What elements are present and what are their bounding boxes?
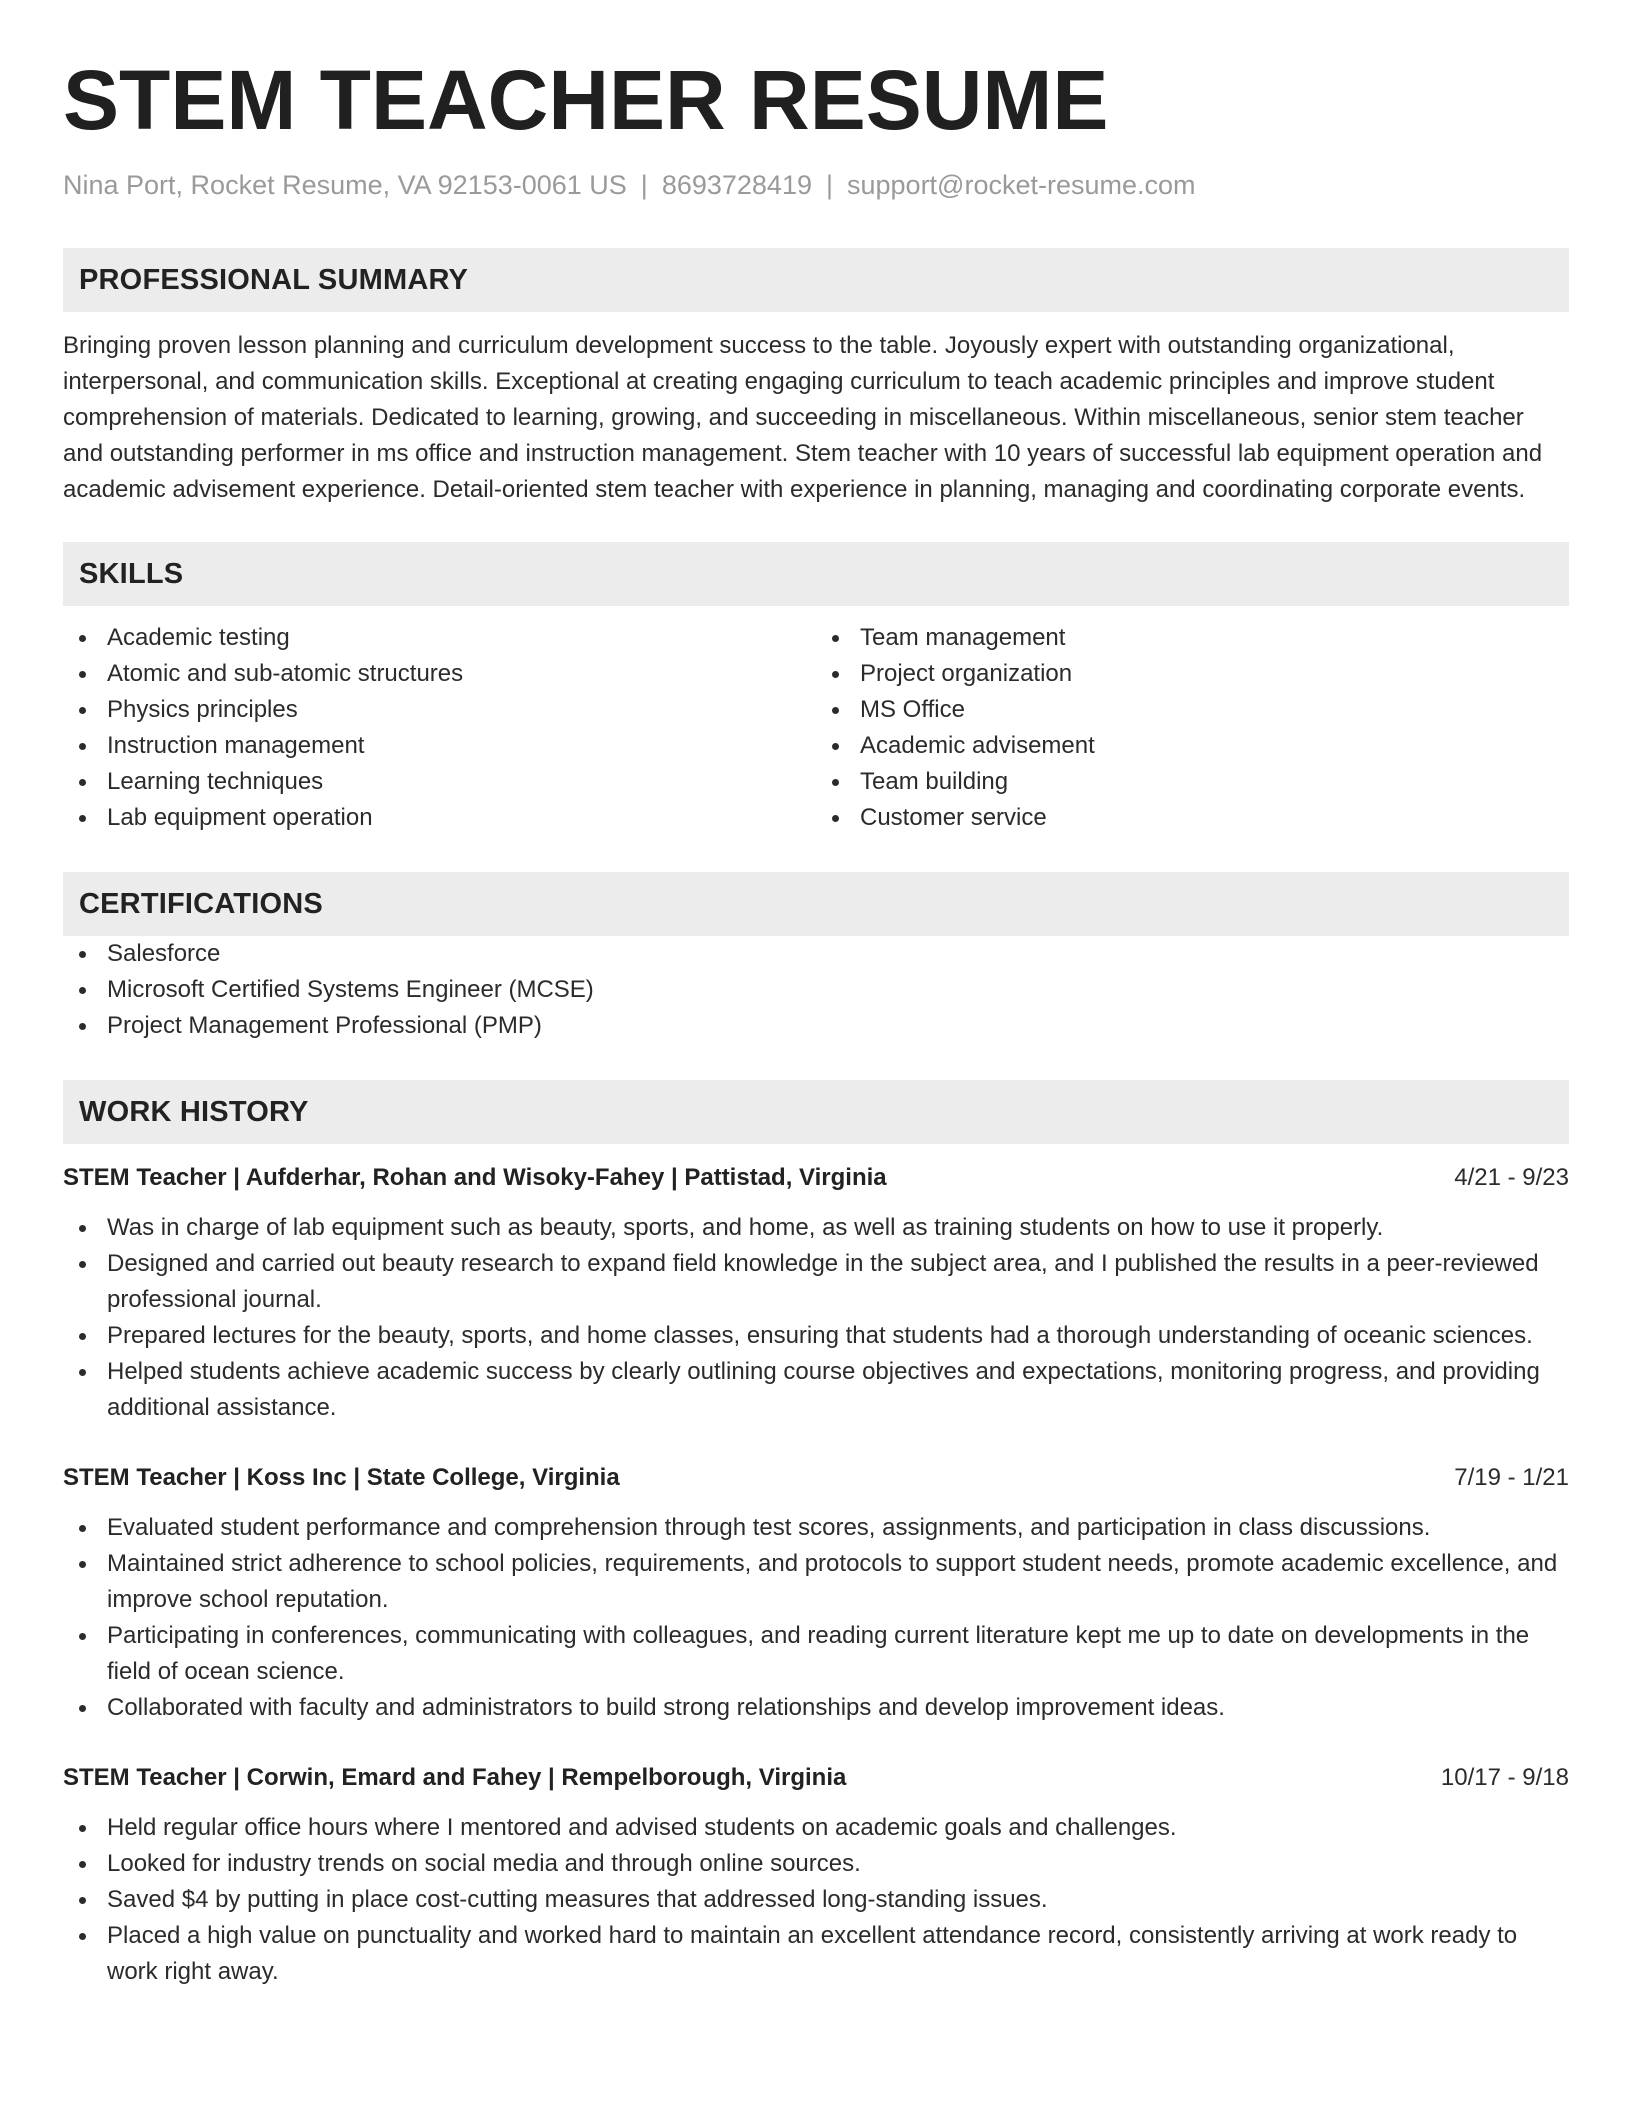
skills-list-right xyxy=(816,620,1569,836)
job-bullet: Evaluated student performance and comprehension through test scores, assignments, and participation in class discussions. xyxy=(63,1510,1569,1546)
summary-heading: PROFESSIONAL SUMMARY xyxy=(79,263,469,296)
summary-text: Bringing proven lesson planning and curriculum development success to the table. Joyously expert with outstanding organizational, interpersonal, and communication skills. Exceptional at creating engaging curriculum to teach academic principles and improve student comprehension of materials. Dedicated to learning, growing, and succeeding in miscellaneous. Within miscellaneous, senior stem teacher and outstanding performer in ms office and instruction management. Stem teacher with 10 years of successful lab equipment operation and academic advisement experience. Detail-oriented stem teacher with experience in planning, managing and coordinating corporate events. xyxy=(63,332,1543,503)
contact-separator: | xyxy=(825,170,833,200)
certification-item: Salesforce xyxy=(63,936,1569,972)
skill-item: Project organization xyxy=(816,656,1569,692)
job-bullet: Placed a high value on punctuality and worked hard to maintain an excellent attendance record, consistently arriving at work ready to work right away. xyxy=(63,1918,1569,1990)
work-history-section-header xyxy=(63,1080,1569,1144)
skill-item: Lab equipment operation xyxy=(63,800,816,836)
job-bullet: Designed and carried out beauty research to expand field knowledge in the subject area, and I published the results in a peer-reviewed professional journal. xyxy=(63,1246,1569,1318)
job-bullet: Participating in conferences, communicating with colleagues, and reading current literature kept me up to date on developments in the field of ocean science. xyxy=(63,1618,1569,1690)
certification-item: Microsoft Certified Systems Engineer (MCSE) xyxy=(63,972,1569,1008)
job-title: STEM Teacher | Aufderhar, Rohan and Wisoky-Fahey | Pattistad, Virginia xyxy=(63,1164,887,1191)
job-bullet: Collaborated with faculty and administrators to build strong relationships and develop improvement ideas. xyxy=(63,1690,1569,1726)
job-title: STEM Teacher | Koss Inc | State College, Virginia xyxy=(63,1464,620,1491)
skills-column-right xyxy=(816,620,1569,836)
work-history-heading: WORK HISTORY xyxy=(79,1095,309,1128)
job-bullet: Was in charge of lab equipment such as beauty, sports, and home, as well as training students on how to use it properly. xyxy=(63,1210,1569,1246)
certifications-list xyxy=(63,936,1569,1044)
job-bullet: Looked for industry trends on social media and through online sources. xyxy=(63,1846,1569,1882)
skill-item: Team building xyxy=(816,764,1569,800)
job-entry xyxy=(63,1760,1569,1990)
skill-item: Team management xyxy=(816,620,1569,656)
contact-address: Nina Port, Rocket Resume, VA 92153-0061 US xyxy=(63,170,627,200)
contact-line xyxy=(63,168,1569,202)
job-header xyxy=(63,1160,1569,1196)
job-title: STEM Teacher | Corwin, Emard and Fahey | Rempelborough, Virginia xyxy=(63,1764,847,1791)
job-bullets xyxy=(63,1510,1569,1726)
skills-grid xyxy=(63,620,1569,836)
job-header xyxy=(63,1760,1569,1796)
job-bullet: Maintained strict adherence to school policies, requirements, and protocols to support student needs, promote academic excellence, and improve school reputation. xyxy=(63,1546,1569,1618)
contact-separator: | xyxy=(640,170,648,200)
skills-section-header xyxy=(63,542,1569,606)
skill-item: Customer service xyxy=(816,800,1569,836)
job-bullet: Held regular office hours where I mentored and advised students on academic goals and challenges. xyxy=(63,1810,1569,1846)
skills-heading: SKILLS xyxy=(79,557,184,590)
job-entry xyxy=(63,1160,1569,1426)
certifications-section-header xyxy=(63,872,1569,936)
job-dates: 7/19 - 1/21 xyxy=(1454,1464,1569,1491)
job-bullet: Helped students achieve academic success by clearly outlining course objectives and expectations, monitoring progress, and providing additional assistance. xyxy=(63,1354,1569,1426)
job-bullet: Prepared lectures for the beauty, sports, and home classes, ensuring that students had a thorough understanding of oceanic sciences. xyxy=(63,1318,1569,1354)
skill-item: Physics principles xyxy=(63,692,816,728)
job-dates: 4/21 - 9/23 xyxy=(1454,1164,1569,1191)
skill-item: Instruction management xyxy=(63,728,816,764)
job-header xyxy=(63,1460,1569,1496)
skill-item: Academic testing xyxy=(63,620,816,656)
job-bullets xyxy=(63,1810,1569,1990)
job-bullet: Saved $4 by putting in place cost-cutting measures that addressed long-standing issues. xyxy=(63,1882,1569,1918)
certifications-heading: CERTIFICATIONS xyxy=(79,887,323,920)
contact-phone: 8693728419 xyxy=(661,170,812,200)
skills-column-left xyxy=(63,620,816,836)
resume-title: STEM TEACHER RESUME xyxy=(63,53,1109,147)
skill-item: Learning techniques xyxy=(63,764,816,800)
skills-list-left xyxy=(63,620,816,836)
contact-email: support@rocket-resume.com xyxy=(847,170,1196,200)
summary-section-header xyxy=(63,248,1569,312)
job-entry xyxy=(63,1460,1569,1726)
skill-item: MS Office xyxy=(816,692,1569,728)
job-bullets xyxy=(63,1210,1569,1426)
job-dates: 10/17 - 9/18 xyxy=(1440,1764,1569,1791)
skill-item: Academic advisement xyxy=(816,728,1569,764)
skill-item: Atomic and sub-atomic structures xyxy=(63,656,816,692)
certification-item: Project Management Professional (PMP) xyxy=(63,1008,1569,1044)
